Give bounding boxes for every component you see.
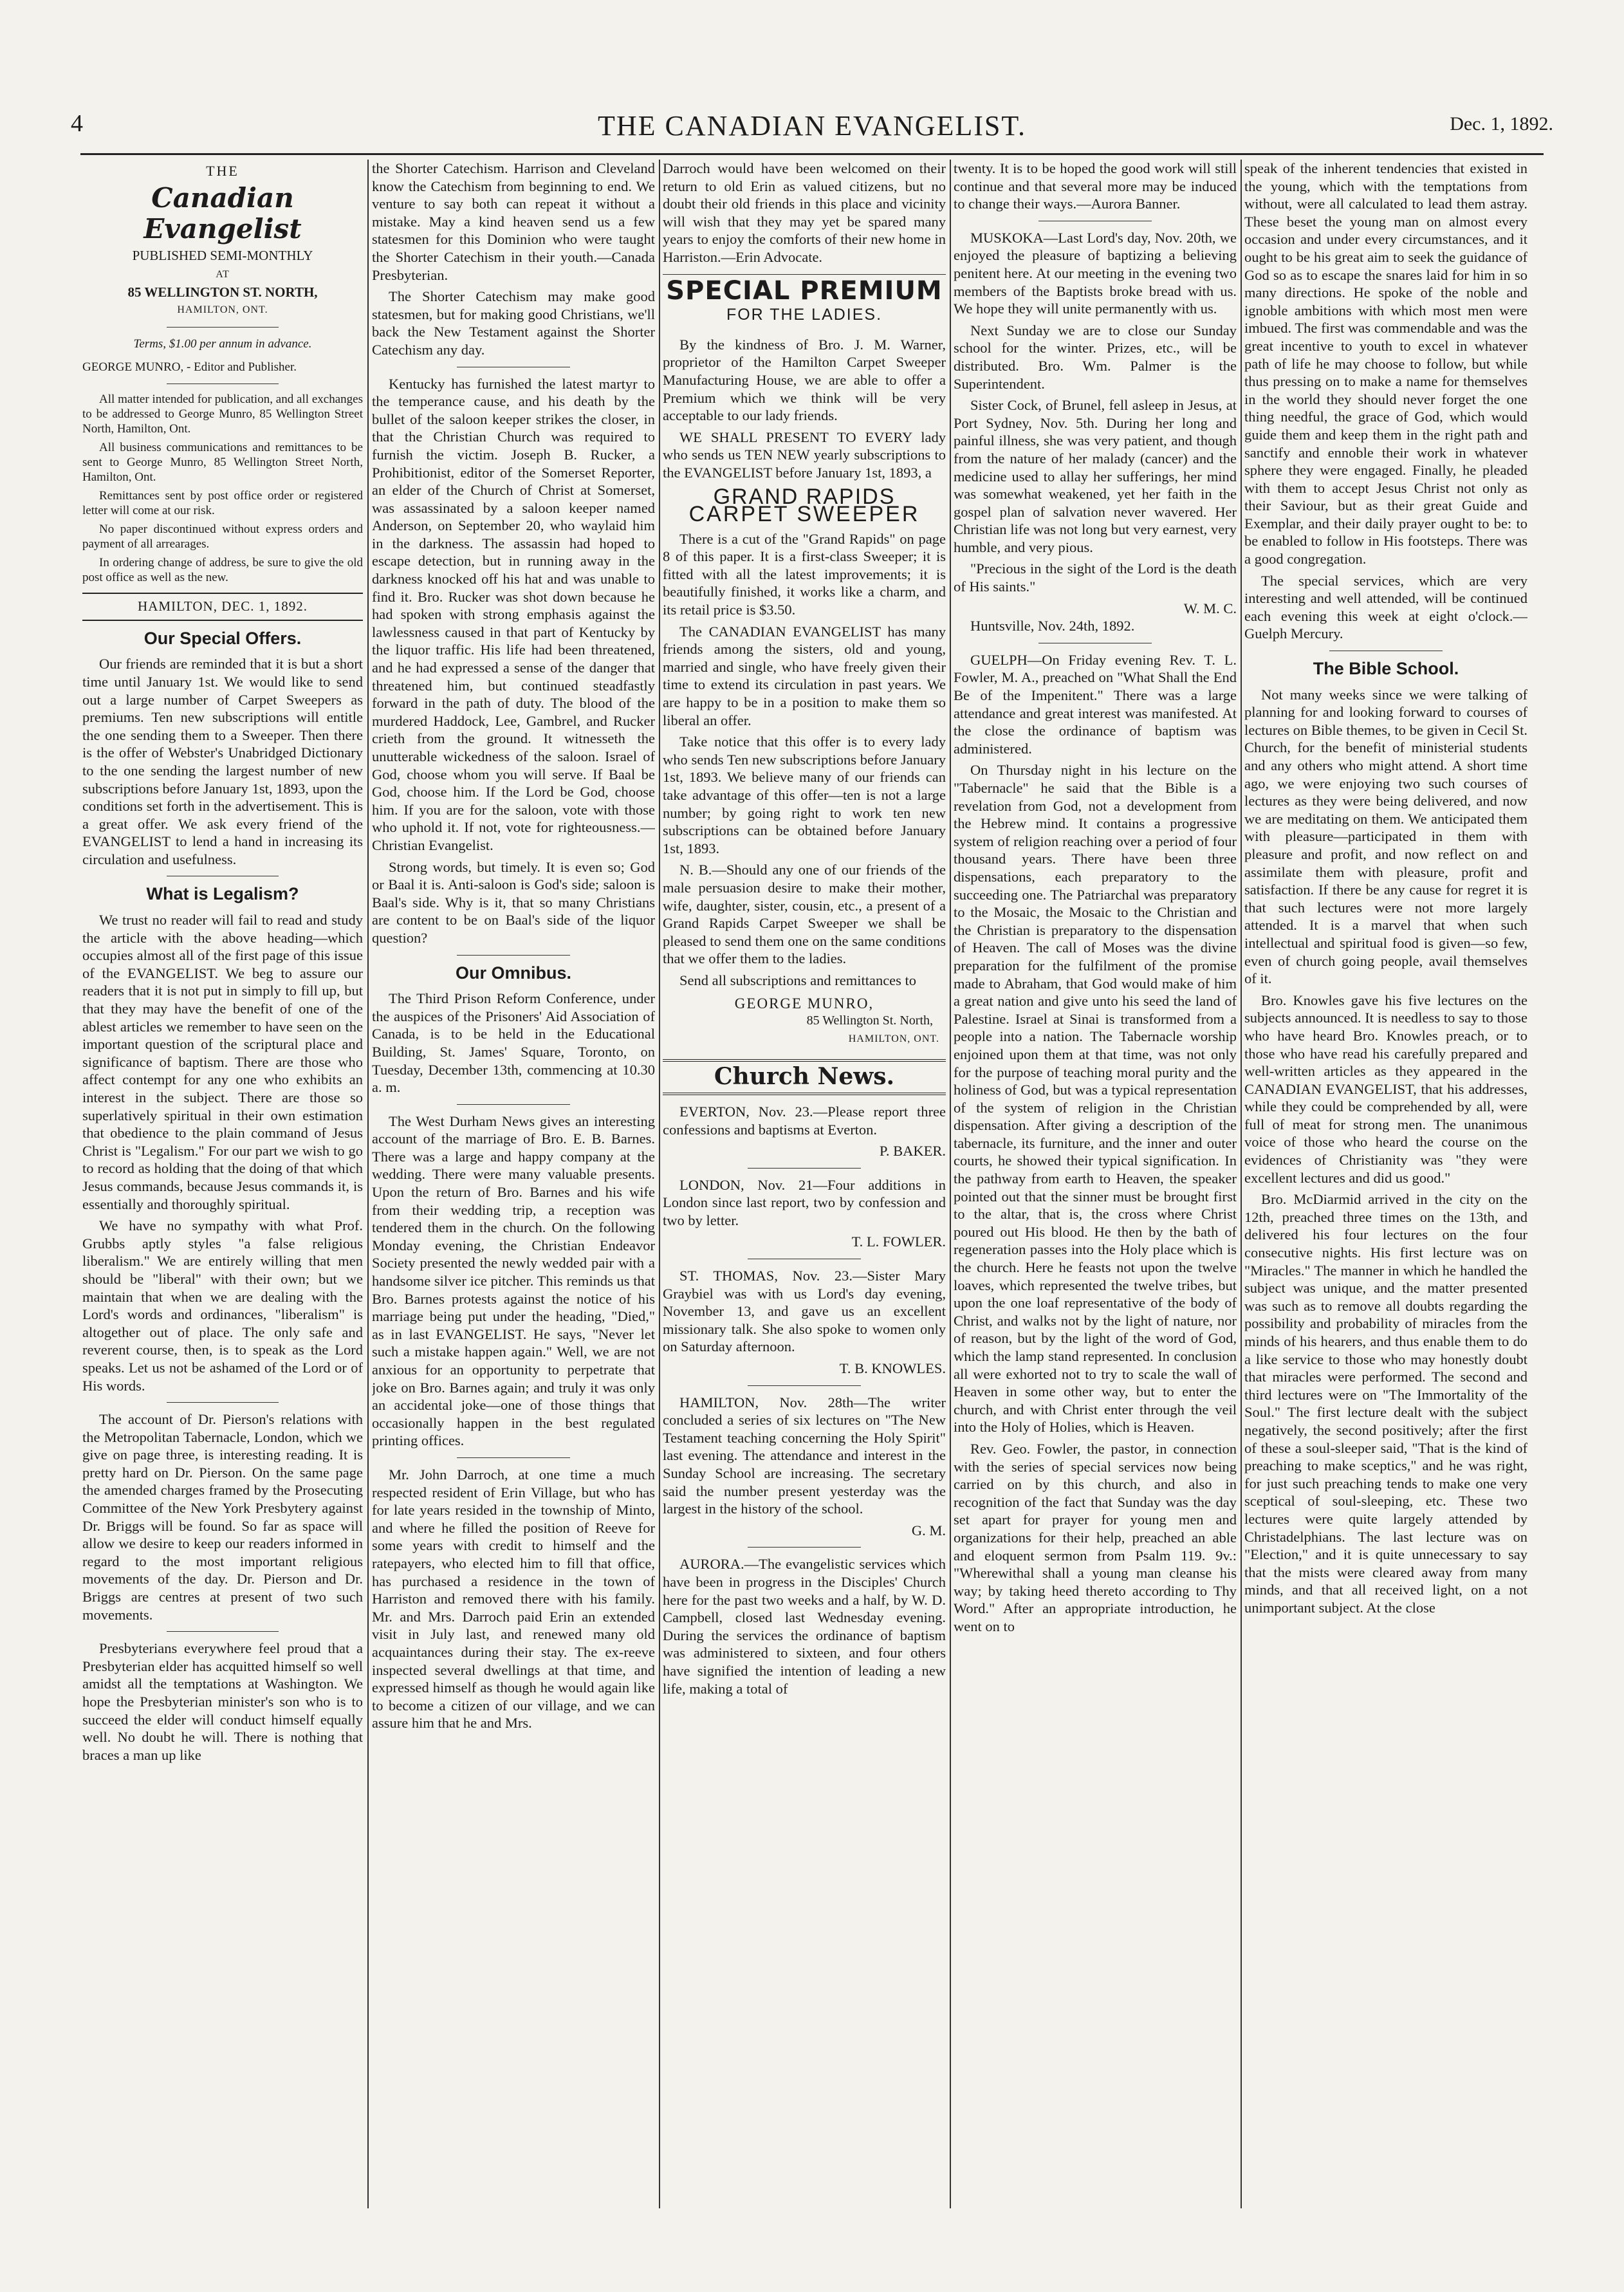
news-item: HAMILTON, Nov. 28th—The writer concluded a series of six lectures on "The New Testament teaching concerning the Holy Spirit" last evening. The attendance and interest in the Sunday School are increasing. The secretary said the number present yesterday was the largest in the history of the school. (663, 1394, 946, 1517)
news-item: ST. THOMAS, Nov. 23.—Sister Mary Graybiel was with us Lord's day evening, November 13, and gave us an excellent missionary talk. She also spoke to women only on Saturday afternoon. (663, 1268, 946, 1355)
article-paragraph: Darroch would have been welcomed on their return to old Erin as valued citizens, but no doubt their old friends in this place and vicinity will wish that they may yet be spared many years to enjoy the comforts of their new home in Harriston.—Erin Advocate. (663, 160, 946, 265)
signature-address: 85 Wellington St. North, (806, 1013, 933, 1028)
news-item: Sister Cock, of Brunel, fell asleep in Jesus, at Port Sydney, Nov. 5th. During her long and painful illness, she was very patient, and though from the nature of her malady (cancer) and the medicine used to allay her sufferings, her mind was somewhat weakened, yet her faith in the gospel plan of salvation never wavered. Her Christian life was not long but very earnest, very humble, and very pious. (954, 397, 1237, 555)
page-header (71, 109, 1553, 148)
article-paragraph: We have no sympathy with what Prof. Grubbs aptly styles "a false religious liberalism." We are entirely willing that men should be "liberal" with their own; but we maintain that when we are dealing with the Lord's words and ordinances, "liberalism" is altogether out of place. The only safe and reverent course, then, is to speak as the Lord speaks. Let us not be ashamed of the Lord or of His words. (82, 1217, 363, 1394)
column-4 (954, 160, 1237, 2208)
divider (457, 955, 570, 956)
header-rule (80, 153, 1544, 155)
news-item: On Thursday night in his lecture on the "Tabernacle" he said that the Bible is a revelation from God, not a development from the Hebrew mind. It contains a progressive system of religion reaching over a period of four thousand years. There have been three dispensations, each preparatory to the succeeding one. The Patriarchal was preparatory to the Mosaic, the Mosaic to the Christian and the Christian is preparatory to the dispensation of Heaven. The call of Moses was the divine preparation for the fulfilment of the promise made to Abraham, that God would make of him a great nation and give unto his seed the land of Palestine. Israel at Sinai is transformed from a people into a nation. The Tabernacle worship enjoined upon them at that time, was not only for the purpose of teaching moral purity and the holiness of God, but was a typical representation of the system of religion in the Christian dispensation. After giving a description of the tabernacle, its furniture, and the inner and outer courts, he showed their typical signification. In the pathway from earth to Heaven, the speaker pointed out that the sinner must be brought first to the altar, that is, the cross where Christ poured out His blood. He then by the bath of regeneration passes into the Holy place which is the church. Here he feasts not upon the twelve loaves, which represented the twelve tribes, but upon the one loaf representative of the body of Christ, and walks not by the light of nature, nor of reason, but by the light of the word of God, which the lamp stand represented. In conclusion all were exhorted not to try to scale the wall of Heaven in some other way, but to enter the church, and with Christ enter through the veil into the Holy of Holies, which is Heaven. (954, 762, 1237, 1436)
news-item: twenty. It is to be hoped the good work will still continue and that several more may be induced to change their ways.—Aurora Banner. (954, 160, 1237, 212)
news-signature: W. M. C. (1183, 600, 1237, 616)
headline-legalism: What is Legalism? (146, 884, 299, 904)
divider (663, 274, 946, 275)
article-paragraph: Bro. Knowles gave his five lectures on the subjects announced. It is needless to say to those who have heard Bro. Knowles preach, or to those who have read his carefully prepared and well-written articles as they appeared in the CANADIAN EVANGELIST, that his addresses, while they could be comprehended by all, were full of meat for strong men. The unanimous voice of those who heard the course on the evidences of Christianity was "they were excellent lectures and did us good." (1244, 992, 1527, 1186)
nameplate-the: THE (206, 163, 239, 179)
church-news-headline: Church News. (663, 1059, 946, 1095)
divider (457, 1457, 570, 1458)
news-item: Rev. Geo. Fowler, the pastor, in connection with the series of special services now being carried on by this church, and also in recognition of the fact that Sunday was the day set apart for prayer for young men and organizations for their help, preached an able and eloquent sermon from Psalm 119. 9v.: "Wherewithal shall a young man cleanse his way; by taking heed thereto according to Thy Word." After an appropriate introduction, he went on to (954, 1440, 1237, 1634)
column-divider (659, 160, 660, 2208)
publication-notice: All matter intended for publication, and all exchanges to be addressed to George Munro, 85 Wellington Street North, Hamilton, Ont. (82, 393, 363, 436)
news-item: The special services, which are very interesting and well attended, will be continued each evening this week at eight o'clock.—Guelph Mercury. (1244, 572, 1527, 642)
article-paragraph: The account of Dr. Pierson's relations with the Metropolitan Tabernacle, London, which we give on page three, is interesting reading. It is pretty hard on Dr. Pierson. On the same page the amended charges framed by the Prosecuting Committee of the New York Presbytery against Dr. Briggs will be found. So far as space will allow we desire to keep our readers informed in regard to the most important religious movements of the day. Dr. Pierson and Dr. Briggs are centres at present of two such movements. (82, 1411, 363, 1623)
article-paragraph: The Third Prison Reform Conference, under the auspices of the Prisoners' Aid Association of Canada, is to be held in the Educational Building, St. James' Square, Toronto, on Tuesday, December 13th, commencing at 10.30 a. m. (372, 990, 655, 1096)
article-paragraph: Send all subscriptions and remittances to (679, 972, 917, 988)
article-paragraph: Our friends are reminded that it is but a short time until January 1st. We would like to send out a large number of Carpet Sweepers as premiums. Ten new subscriptions will entitle the one sending them to a Sweeper. Then there is the offer of Webster's Unabridged Dictionary to the one sending the largest number of new subscriptions before January 1st, 1893, upon the conditions set forth in the advertisement. This is a great offer. We ask every friend of the EVANGELIST to lend a hand in increasing its circulation and usefulness. (82, 656, 363, 867)
article-paragraph: Bro. McDiarmid arrived in the city on the 12th, preached three times on the 13th, and delivered his four lectures on the four consecutive nights. His first lecture was on "Miracles." The manner in which he handled the subject was unique, and the matter presented was such as to remove all doubts regarding the possibility and probability of miracles from the minds of his hearers, and thus enable them to do a like service to those who may honestly doubt that miracles were performed. The second and third lectures were on "The Immortality of the Soul." The first lecture dealt with the subject negatively, the second positively; after the first of these a soul-sleeper said, "That is the kind of preaching to make sceptics," and he was right, for just such preaching tends to make one very sceptical of soul-sleeping, etc. These two lectures were quite largely attended by Christadelphians. The last lecture was on "Election," and it is quite unnecessary to say that the mists were cleared away from many minds, and that all received light, on a not unimportant subject. At the close (1244, 1191, 1527, 1616)
page-number: 4 (71, 110, 83, 137)
article-paragraph: The CANADIAN EVANGELIST has many friends among the sisters, old and young, married and single, who have freely given their time to extend its circulation in past years. We are happy to be in a position to make them so liberal an offer. (663, 623, 946, 728)
column-1 (82, 160, 363, 2208)
grand-rapids-title: GRAND RAPIDS (713, 484, 896, 509)
divider (167, 1402, 279, 1403)
publisher-address: 85 WELLINGTON ST. NORTH, (127, 284, 318, 300)
column-5 (1244, 160, 1527, 2208)
news-item: MUSKOKA—Last Lord's day, Nov. 20th, we enjoyed the pleasure of baptizing a believing penitent here. At our meeting in the evening two members of the Baptists broke bread with us. We hope they will unite permanently with us. (954, 229, 1237, 317)
publication-notice: In ordering change of address, be sure to give the old post office as well as the new. (82, 556, 363, 585)
column-divider (367, 160, 369, 2208)
news-item: Next Sunday we are to close our Sunday school for the winter. Prizes, etc., will be distributed. Bro. Wm. Palmer is the Superintendent. (954, 322, 1237, 392)
running-title: THE CANADIAN EVANGELIST. (598, 110, 1026, 142)
news-dateline: Huntsville, Nov. 24th, 1892. (970, 618, 1135, 634)
publication-frequency: PUBLISHED SEMI-MONTHLY (132, 247, 313, 263)
article-paragraph: WE SHALL PRESENT TO EVERY lady who sends us TEN NEW yearly subscriptions to the EVANGELIST before January 1st, 1893, a (663, 429, 946, 481)
editorial-dateline: HAMILTON, DEC. 1, 1892. (82, 593, 363, 621)
column-divider (1241, 160, 1242, 2208)
article-paragraph: Not many weeks since we were talking of planning for and looking forward to courses of lectures on Bible themes, to be given in Cecil St. Church, for the benefit of ministerial students and any others who might attend. A short time ago, we were enjoying two such courses of lectures as they were being delivered, and now we are meditating on them. We anticipated them with pleasure—participated in them with pleasure and profit, and now reflect on and assimilate them with pleasure, profit and satisfaction. If there be any cause for regret it is that such lectures were not more largely attended. It is a marvel that when such intellectual and spiritual food is given—so few, even of church going people, avail themselves of it. (1244, 686, 1527, 987)
publication-notice: All business communications and remittances to be sent to George Munro, 85 Wellington Street North, Hamilton, Ont. (82, 441, 363, 485)
divider (748, 1547, 861, 1548)
carpet-sweeper-title: CARPET SWEEPER (688, 502, 920, 527)
article-paragraph: Take notice that this offer is to every lady who sends Ten new subscriptions before January 1st, 1893. We believe many of our friends can take advantage of this offer—ten is not a large number; by going right to work ten new subscriptions can be obtained before January 1st, 1893. (663, 734, 946, 856)
news-signature: T. L. FOWLER. (851, 1234, 946, 1250)
news-item: EVERTON, Nov. 23.—Please report three confessions and baptisms at Everton. (663, 1103, 946, 1138)
issue-date: Dec. 1, 1892. (1450, 113, 1553, 134)
column-2 (372, 160, 655, 2208)
headline-special-offers: Our Special Offers. (143, 628, 302, 648)
article-paragraph: Kentucky has furnished the latest martyr to the temperance cause, and his death by the bullet of the saloon keeper strikes the closer, in that the Christian Church was required to furnish the victim. Joseph B. Rucker, a Prohibitionist, editor of the Somerset Reporter, an elder of the Church of Christ at Somerset, was assassinated by a saloon keeper named Anderson, on September 20, who waylaid him in the darkness. The assassin had hoped to escape detection, but in running away in the darkness knocked off his hat and was unable to find it. Bro. Rucker was shot down because he had spoken with strong emphasis against the lawlessness caused in that part of Kentucky by the liquor traffic. His life had been threatened, and he had expressed a sense of the danger that threatened him, but continued steadfastly forward in the path of duty. The blood of the murdered Haddock, Lee, Gambrel, and Rucker crieth from the ground. It witnesseth the unutterable wickedness of the saloon. Israel of God, choose whom you will serve. If Baal be God, choose him. If the Lord be God, choose him. If you are for the saloon, vote with those who uphold it. If not, vote for righteousness.—Christian Evangelist. (372, 375, 655, 853)
article-paragraph: The West Durham News gives an interesting account of the marriage of Bro. E. B. Barnes. There was a large and happy company at the wedding. There were many valuable presents. Upon the return of Bro. Barnes and his wife from their wedding trip, a reception was tendered them in the church. On the following Monday evening, the Christian Endeavor Society presented the newly wedded pair with a handsome silver ice pitcher. This reminds us that Bro. Barnes protests against the notice of his marriage being put under the heading, "Died," as in last EVANGELIST. He says, "Never let such a mistake happen again." Well, we are not anxious for an opportunity to perpetrate that joke on Bro. Barnes again; and truly it was only an accidental joke—one of those things that occasionally happen in the best regulated printing offices. (372, 1113, 655, 1449)
divider (167, 1631, 279, 1632)
publication-notice: Remittances sent by post office order or registered letter will come at our risk. (82, 489, 363, 518)
signature-name: GEORGE MUNRO, (734, 995, 874, 1012)
article-paragraph: the Shorter Catechism. Harrison and Cleveland know the Catechism from beginning to end. We venture to say both can repeat it without a mistake. May a kind heaven send us a few statesmen for this Dominion who were taught the Shorter Catechism in their youth.—Canada Presbyterian. (372, 160, 655, 283)
divider (457, 1104, 570, 1105)
divider (748, 1385, 861, 1386)
headline-omnibus: Our Omnibus. (455, 963, 571, 983)
article-paragraph: Mr. John Darroch, at one time a much respected resident of Erin Village, but who has for late years resided in the township of Minto, and where he filled the position of Reeve for some years with credit to himself and the ratepayers, who elected him to fill that office, has purchased a residence in the town of Harriston and removed there with his family. Mr. and Mrs. Darroch paid Erin an extended visit in July last, and renewed many old acquaintances during their stay. The ex-reeve inspected several dwellings at that time, and expressed himself as though he would again like to become a citizen of our village, and we can assure him that he and Mrs. (372, 1466, 655, 1732)
article-paragraph: By the kindness of Bro. J. M. Warner, proprietor of the Hamilton Carpet Sweeper Manufacturing House, we are able to offer a Premium which we think will be very acceptable to our lady friends. (663, 336, 946, 424)
article-paragraph: N. B.—Should any one of our friends of the male persuasion desire to make their mother, wife, daughter, sister, cousin, etc., a present of a Grand Rapids Carpet Sweeper we shall be pleased to send them one on the same conditions that we offer them to the ladies. (663, 862, 946, 967)
news-signature: G. M. (911, 1522, 946, 1539)
news-signature: T. B. KNOWLES. (839, 1360, 946, 1377)
article-paragraph: The Shorter Catechism may make good statesmen, but for making good Christians, we'll back the New Testament against the Shorter Catechism any day. (372, 288, 655, 358)
special-premium-headline: SPECIAL PREMIUM (666, 275, 943, 306)
news-item: LONDON, Nov. 21—Four additions in London since last report, two by confession and two by letter. (663, 1176, 946, 1228)
news-item: "Precious in the sight of the Lord is the death of His saints." (954, 560, 1237, 595)
signature-city: HAMILTON, ONT. (848, 1033, 939, 1044)
article-paragraph: Strong words, but timely. It is even so; God or Baal it is. Anti-saloon is God's side; saloon is Baal's side. Why is it, that so many Christians are content to be on Baal's side of the liquor question? (372, 858, 655, 946)
nameplate: Canadian Evangelist (143, 181, 302, 245)
divider (167, 327, 279, 328)
article-paragraph: Presbyterians everywhere feel proud that a Presbyterian elder has acquitted himself so well amidst all the temptations at Washington. We hope the Presbyterian minister's son who is to succeed the elder will conduct himself equally well. No doubt he will. There is nothing that braces a man up like (82, 1640, 363, 1763)
divider (748, 1168, 861, 1169)
nameplate-at: AT (216, 269, 230, 281)
article-paragraph: We trust no reader will fail to read and study the article with the above heading—which occupies almost all of the first page of this issue of the EVANGELIST. We beg to assure our readers that it is not put in simply to fill up, but that they may have the benefit of one of the ablest articles we remember to have seen on the important question of the scriptural place and significance of baptism. There are those who affect contempt for any one who exhibits an interest in the subject. There are those so superlatively spiritual in their own estimation that obedience to the plain command of Jesus Christ is "Legalism." For our part we wish to go to record as holding that the doing of that which Jesus commands, because Jesus commands it, is essentially and thoroughly spiritual. (82, 912, 363, 1212)
news-signature: P. BAKER. (879, 1143, 946, 1160)
news-item: speak of the inherent tendencies that existed in the young, which with the temptations from without, were all calculated to lead them astray. These beset the young man on almost every occasion and under every circumstances, and it ought to be his great aim to seek the guidance of God so as to escape the snares laid for him in so many directions. He spoke of the noble and ignoble ambitions with which most men were imbued. The first was commendable and was the great incentive to youth to excel in whatever path of life he may choose to follow, but while thus pressing on to make a name for themselves in the world they should never forget the one thing needful, the grace of God, which would guide them and keep them in the right path and sanctify and ennoble their work in whatever sphere they were engaged. Finally, he pleaded with them to accept Jesus Christ not only as their Saviour, but as their great Guide and Exemplar, and their daily prayer ought to be: to be enabled to follow in His footsteps. There was a good congregation. (1244, 160, 1527, 568)
news-item: GUELPH—On Friday evening Rev. T. L. Fowler, M. A., preached on "What Shall the End Be of the Impenitent." There was a large attendance and great interest was manifested. At the close the ordinance of baptism was administered. (954, 651, 1237, 757)
editor-line: GEORGE MUNRO, - Editor and Publisher. (82, 360, 297, 374)
for-the-ladies-subhead: FOR THE LADIES. (726, 306, 883, 324)
article-paragraph: There is a cut of the "Grand Rapids" on page 8 of this paper. It is a first-class Sweeper; it is fitted with all the latest improvements; it is beautifully finished, it works like a charm, and its retail price is $3.50. (663, 530, 946, 618)
publication-notice: No paper discontinued without express orders and payment of all arrearages. (82, 522, 363, 551)
subscription-terms: Terms, $1.00 per annum in advance. (133, 337, 312, 351)
headline-bible-school: The Bible School. (1313, 659, 1459, 679)
column-3 (663, 160, 946, 2208)
publisher-city: HAMILTON, ONT. (177, 304, 268, 316)
column-divider (950, 160, 951, 2208)
news-item: AURORA.—The evangelistic services which have been in progress in the Disciples' Church here for the past two weeks and a half, by W. D. Campbell, closed last Wednesday evening. During the services the ordinance of baptism was administered to sixteen, and four others have signified the intention of leading a new life, making a total of (663, 1556, 946, 1697)
